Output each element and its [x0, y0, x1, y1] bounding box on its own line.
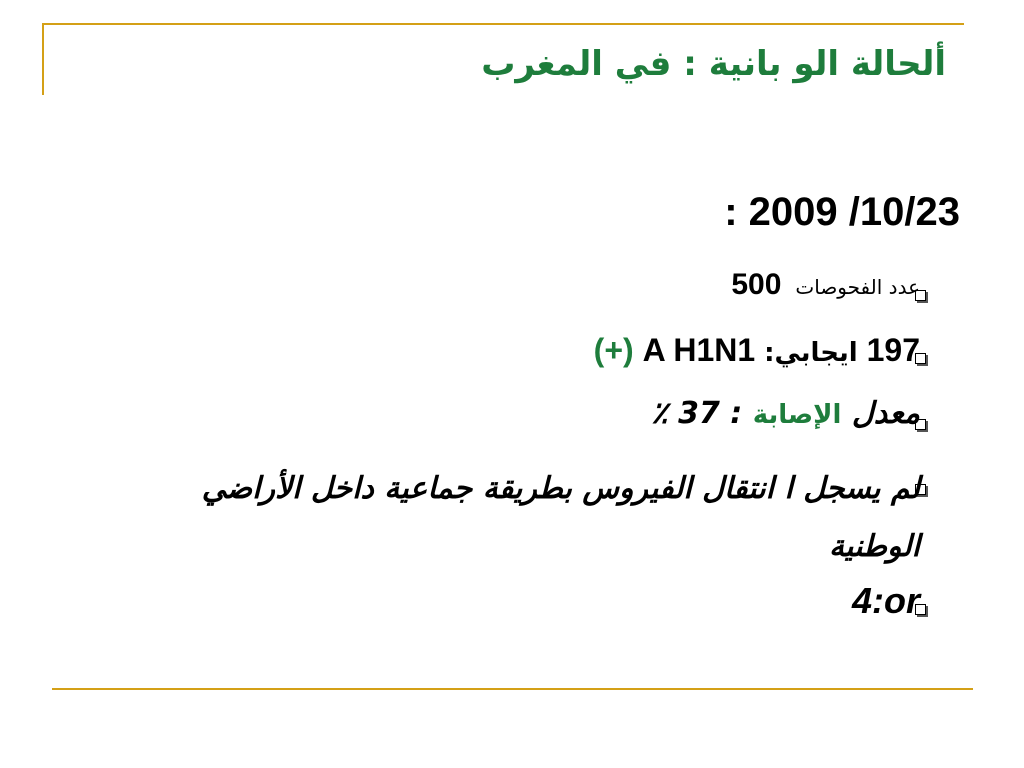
positive-sign: (+) [593, 332, 634, 368]
frame-top-line [42, 23, 964, 25]
rate-label-green: الإصابة [752, 400, 842, 430]
virus-name: A H1N1 [642, 332, 756, 368]
exams-value: 500 [731, 268, 782, 301]
slide-title: ألحالة الو بانية : في المغرب [481, 44, 946, 84]
bullet-exams [731, 268, 920, 302]
bullet-positive [594, 332, 920, 369]
positive-count: 197 [866, 332, 920, 368]
bullet-last: 4:or [851, 580, 920, 621]
bullet-rate [652, 396, 920, 431]
frame-bottom-line [52, 688, 973, 690]
rate-label: معدل [851, 396, 920, 431]
rate-value: : 37 ٪ [651, 396, 743, 431]
bullet-transmission: لم يسجل ا انتقال الفيروس بطريقة جماعية داخل الأراضي الوطنية [201, 471, 920, 564]
exams-label: عدد الفحوصات [795, 275, 920, 299]
positive-label: ايجابي: [764, 338, 858, 368]
frame-left-line [42, 23, 44, 95]
date-heading: : 2009 /10/23 [724, 190, 960, 234]
